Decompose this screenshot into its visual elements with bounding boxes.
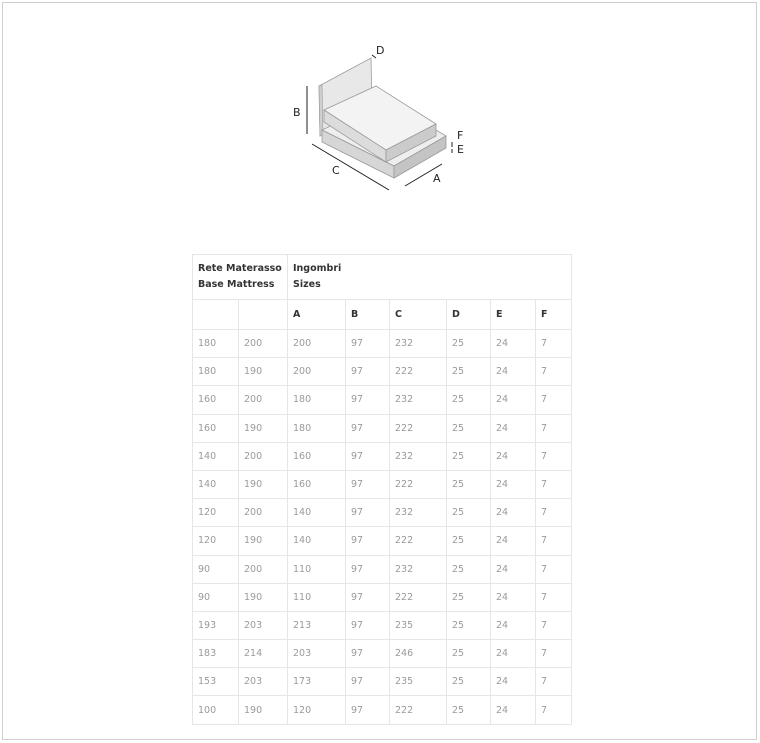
table-cell: 7 (536, 470, 572, 498)
label-a: A (433, 172, 441, 185)
header-base-mattress: Rete Materasso Base Mattress (193, 255, 288, 300)
table-cell: 7 (536, 611, 572, 639)
table-cell: 222 (390, 696, 447, 724)
table-cell: 110 (288, 555, 346, 583)
table-cell: 25 (447, 611, 491, 639)
column-header-row (193, 300, 572, 330)
table-cell: 190 (239, 696, 288, 724)
table-cell: 24 (491, 611, 536, 639)
table-cell: 97 (346, 499, 390, 527)
table-cell: 25 (447, 414, 491, 442)
table-cell: 203 (239, 668, 288, 696)
table-cell: 97 (346, 527, 390, 555)
table-cell: 25 (447, 386, 491, 414)
table-cell: 190 (239, 470, 288, 498)
table-cell: 24 (491, 386, 536, 414)
table-cell: 193 (193, 611, 239, 639)
table-cell: 235 (390, 668, 447, 696)
table-cell: 190 (239, 527, 288, 555)
table-cell: 232 (390, 555, 447, 583)
column-header (239, 300, 288, 330)
table-cell: 180 (193, 358, 239, 386)
table-cell: 232 (390, 442, 447, 470)
column-header: D (447, 300, 491, 330)
table-cell: 120 (193, 527, 239, 555)
table-cell: 24 (491, 555, 536, 583)
table-cell: 24 (491, 499, 536, 527)
table-cell: 140 (288, 527, 346, 555)
table-cell: 7 (536, 442, 572, 470)
table-cell: 140 (193, 470, 239, 498)
table-cell: 200 (239, 555, 288, 583)
table-cell: 25 (447, 640, 491, 668)
table-cell: 140 (288, 499, 346, 527)
table-row (193, 414, 572, 442)
table-cell: 200 (239, 499, 288, 527)
label-e: E (457, 143, 464, 156)
table-row (193, 442, 572, 470)
table-cell: 120 (193, 499, 239, 527)
table-cell: 222 (390, 583, 447, 611)
table-row (193, 611, 572, 639)
table-cell: 97 (346, 442, 390, 470)
table-cell: 180 (288, 386, 346, 414)
table-cell: 25 (447, 555, 491, 583)
table-cell: 160 (288, 442, 346, 470)
table-cell: 7 (536, 386, 572, 414)
table-cell: 153 (193, 668, 239, 696)
table-row (193, 696, 572, 724)
table-cell: 25 (447, 358, 491, 386)
table-cell: 25 (447, 499, 491, 527)
table-row (193, 358, 572, 386)
table-cell: 7 (536, 640, 572, 668)
table-cell: 7 (536, 330, 572, 358)
table-cell: 7 (536, 555, 572, 583)
table-cell: 24 (491, 442, 536, 470)
table-cell: 97 (346, 611, 390, 639)
table-row (193, 499, 572, 527)
column-header: E (491, 300, 536, 330)
label-b: B (293, 106, 301, 119)
table-cell: 180 (193, 330, 239, 358)
table-cell: 222 (390, 358, 447, 386)
table-cell: 203 (288, 640, 346, 668)
table-cell: 246 (390, 640, 447, 668)
table-row (193, 470, 572, 498)
table-cell: 7 (536, 499, 572, 527)
table-cell: 97 (346, 414, 390, 442)
table-cell: 7 (536, 583, 572, 611)
table-cell: 24 (491, 696, 536, 724)
table-cell: 222 (390, 470, 447, 498)
table-cell: 24 (491, 640, 536, 668)
table-cell: 183 (193, 640, 239, 668)
table-cell: 24 (491, 583, 536, 611)
table-cell: 97 (346, 696, 390, 724)
table-cell: 97 (346, 386, 390, 414)
table-cell: 7 (536, 527, 572, 555)
table-cell: 97 (346, 640, 390, 668)
table-row (193, 386, 572, 414)
table-cell: 190 (239, 414, 288, 442)
table-cell: 7 (536, 668, 572, 696)
column-header: A (288, 300, 346, 330)
table-cell: 200 (239, 442, 288, 470)
column-header (193, 300, 239, 330)
table-cell: 97 (346, 470, 390, 498)
table-cell: 97 (346, 330, 390, 358)
table-cell: 24 (491, 414, 536, 442)
table-cell: 25 (447, 527, 491, 555)
table-cell: 232 (390, 499, 447, 527)
label-c: C (332, 164, 340, 177)
table-row (193, 330, 572, 358)
column-header: B (346, 300, 390, 330)
table-cell: 120 (288, 696, 346, 724)
table-cell: 24 (491, 668, 536, 696)
table-row (193, 668, 572, 696)
table-cell: 7 (536, 414, 572, 442)
table-cell: 25 (447, 442, 491, 470)
table-cell: 90 (193, 583, 239, 611)
label-d: D (376, 44, 385, 57)
table-cell: 213 (288, 611, 346, 639)
table-cell: 25 (447, 470, 491, 498)
table-cell: 200 (239, 330, 288, 358)
table-cell: 190 (239, 583, 288, 611)
table-cell: 25 (447, 583, 491, 611)
table-cell: 97 (346, 555, 390, 583)
sizes-table (192, 254, 572, 725)
table-cell: 7 (536, 358, 572, 386)
column-header: C (390, 300, 447, 330)
table-cell: 140 (193, 442, 239, 470)
table-cell: 173 (288, 668, 346, 696)
table-row (193, 555, 572, 583)
table-cell: 25 (447, 696, 491, 724)
label-f: F (457, 129, 464, 142)
table-cell: 25 (447, 668, 491, 696)
table-cell: 160 (193, 414, 239, 442)
table-cell: 24 (491, 527, 536, 555)
table-cell: 200 (288, 330, 346, 358)
column-header: F (536, 300, 572, 330)
table-cell: 232 (390, 386, 447, 414)
table-cell: 7 (536, 696, 572, 724)
table-cell: 200 (239, 386, 288, 414)
table-cell: 235 (390, 611, 447, 639)
table-cell: 232 (390, 330, 447, 358)
table-cell: 97 (346, 668, 390, 696)
bed-dimensions-diagram (286, 38, 476, 198)
table-cell: 110 (288, 583, 346, 611)
table-cell: 222 (390, 414, 447, 442)
table-cell: 90 (193, 555, 239, 583)
table-cell: 214 (239, 640, 288, 668)
table-row (193, 583, 572, 611)
table-row (193, 527, 572, 555)
table-cell: 24 (491, 330, 536, 358)
table-cell: 160 (288, 470, 346, 498)
table-cell: 200 (288, 358, 346, 386)
table-cell: 222 (390, 527, 447, 555)
table-cell: 160 (193, 386, 239, 414)
table-cell: 100 (193, 696, 239, 724)
table-cell: 24 (491, 358, 536, 386)
table-cell: 97 (346, 358, 390, 386)
table-cell: 97 (346, 583, 390, 611)
table-cell: 203 (239, 611, 288, 639)
header-sizes: Ingombri Sizes (288, 255, 572, 300)
table-cell: 190 (239, 358, 288, 386)
table-cell: 180 (288, 414, 346, 442)
table-cell: 25 (447, 330, 491, 358)
table-row (193, 640, 572, 668)
table-cell: 24 (491, 470, 536, 498)
